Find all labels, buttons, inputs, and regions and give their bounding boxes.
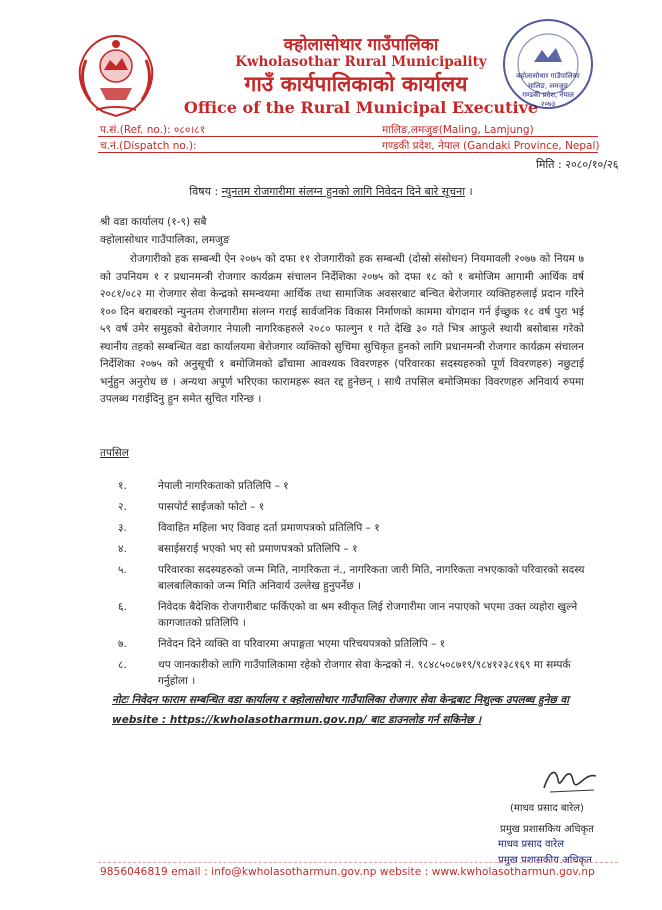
item-number: २. <box>118 501 127 513</box>
tapsil-heading: तपसिल <box>100 447 129 459</box>
letter-date: मिति : २०८०/१०/२६ <box>536 158 619 171</box>
item-text: निवेदन दिने व्यक्ति वा परिवारमा अपाङ्गता भएमा परिचयपत्रको प्रतिलिपि – १ <box>158 638 446 650</box>
signature-icon <box>540 762 600 798</box>
signatory-title: प्रमुख प्रशासकिय अधिकृत <box>500 824 594 835</box>
stamp-line-3: गण्डकी प्रदेश, नेपाल <box>522 91 574 99</box>
document-list <box>100 478 590 694</box>
item-number: ६. <box>118 601 127 613</box>
item-number: १. <box>118 480 127 492</box>
list-item <box>100 478 590 494</box>
item-text: पासपोर्ट साईजको फोटो – १ <box>158 501 265 513</box>
dispatch-number: च.नं.(Dispatch no.): <box>100 140 197 152</box>
subject-line <box>0 184 662 199</box>
municipality-name-en: Kwholasothar Rural Municipality <box>235 54 487 70</box>
footer-divider <box>98 862 618 863</box>
list-item <box>100 636 590 652</box>
body-paragraph: रोजगारीको हक सम्बन्धी ऐन २०७५ को दफा ११ रोजगारीको हक सम्बन्धी (दोस्रो संसोधन) नियमावली २०७७ को नियम ७ को उपनियम १ र प्रधानमन्त्री रोजगार कार्यक्रम संचालन निर्देशिका २०७५ को दफा १८ को १ बमोजिम आगामी आर्थिक वर्ष २०८१/०८२ मा रोजगार सेवा केन्द्रको समन्वयमा आर्थिक तथा सामाजिक अवसरबाट बन्चित बेरोजगार व्यक्तिहरुलाई प्रदान गरिने १०० दिन बराबरको न्युनतम रोजगारीमा संलग्न गराई सार्वजनिक विकास निर्माणको काममा योगदान गर्न ईच्छुक १८ वर्ष पुरा भई ५९ वर्ष उमेर समुहको बेरोजगार नेपाली नागरिकहरुले २०८० फाल्गुन १ गते देखि ३० गते भित्र आफुले स्थायी बसोबास गरेको स्थानीय तहको सम्बन्धित वडा कार्यालयमा बेरोजगार व्यक्तिको सुचिमा सुचिकृत हुनको लागि प्रधानमन्त्री रोजगार कार्यक्रम संचालन निर्देशिका २०७५ को अनुसूची १ बमोजिमको ढाँचामा आवश्यक विवरणहरु (परिवारका सदस्यहरुको पूर्ण विवरणहरु) नछुटाई भर्नुहुन अनुरोध छ । अन्यथा अपूर्ण भरिएका फारामहरू स्वत रद्द हुनेछन् । साथै तपसिल बमोजिमका विवरणहरु अनिवार्य रुपमा उपलब्ध गराईदिनु हुन समेत सुचित गरिन्छ । <box>100 253 584 405</box>
item-text: विवाहित महिला भए विवाह दर्ता प्रमाणपत्रको प्रतिलिपि – १ <box>158 522 380 534</box>
stamp-line-2: मालिङ, लमजुङ <box>527 82 569 90</box>
address-line-2: गण्डकी प्रदेश, नेपाल (Gandaki Province, Nepal) <box>382 140 600 152</box>
list-item <box>100 499 590 515</box>
footer-contact: 9856046819 email : info@kwholasotharmun.gov.np website : www.kwholasotharmun.gov.np <box>100 866 595 878</box>
item-text: नेपाली नागरिकताको प्रतिलिपि – १ <box>158 480 289 492</box>
list-item <box>100 562 590 594</box>
ref-number: प.सं.(Ref. no.): ०८०।८१ <box>100 124 206 136</box>
item-text: थप जानकारीको लागि गाउँपालिकामा रहेको रोजगार सेवा केन्द्रको नं. ९८४८५०८७१९/९८४१२३८१६९ मा सम्पर्क गर्नुहोला । <box>158 659 571 687</box>
recipient-line-2: क्होलासोथार गाउँपालिका, लमजुङ <box>100 234 230 246</box>
list-item <box>100 599 590 631</box>
seal-name: माधव प्रसाद वारेल <box>498 839 565 850</box>
list-item <box>100 541 590 557</box>
subject-end: । <box>468 185 473 198</box>
recipient-line-1: श्री वडा कार्यालय (१-९) सबै <box>100 216 207 228</box>
subject-text: न्युनतम रोजगारीमा संलग्न हुनको लागि निवेदन दिने बारे सूचना <box>221 185 466 198</box>
note-text: नोटः निवेदन फाराम सम्बन्धित वडा कार्यालय र क्होलासोथार गाउँपालिका रोजगार सेवा केन्द्रबाट निशुल्क उपलब्ध हुनेछ वा website : https://kwholasotharmun.gov.np/ बाट डाउनलोड गर्न सकिनेछ । <box>112 694 569 726</box>
header-divider <box>98 152 598 153</box>
stamp-line-1: क्होलासोथार गाउँपालिका <box>516 72 580 80</box>
item-text: परिवारका सदस्यहरुको जन्म मिति, नागरिकता नं., नागरिकता जारी मिति, नागरिकता नभएकाको परिवारको सदस्य बालबालिकाको जन्म मिति अनिवार्य उल्लेख हुनुपर्नेछ । <box>158 564 585 592</box>
header-divider <box>98 136 598 137</box>
stamp-line-4: २०७३ <box>540 100 556 108</box>
office-stamp-icon <box>500 16 596 112</box>
item-text: निवेदक बैदेशिक रोजगारीबाट फर्किएको वा श्रम स्वीकृत लिई रोजगारीमा जान नपाएको भएमा उक्त व्यहोरा खुल्ने कागजातको प्रतिलिपि । <box>158 601 578 629</box>
municipality-name-np: क्होलासोथार गाउँपालिका <box>283 35 439 55</box>
address-line-1: मालिङ,लमजुङ(Maling, Lamjung) <box>382 124 534 136</box>
signatory-name: (माधव प्रसाद बारेल) <box>510 803 584 814</box>
list-item <box>100 657 590 689</box>
office-name-en: Office of the Rural Municipal Executive <box>183 98 539 117</box>
list-item <box>100 520 590 536</box>
seal-title: प्रमुख प्रशासकीय अधिकृत <box>498 855 592 866</box>
item-number: ५. <box>118 564 127 576</box>
subject-label: विषय : <box>189 185 219 198</box>
item-number: ३. <box>118 522 127 534</box>
item-text: बसाईसराई भएको भए सो प्रमाणपत्रको प्रतिलिपि – १ <box>158 543 358 555</box>
office-name-np: गाउँ कार्यपालिकाको कार्यालय <box>244 72 468 96</box>
item-number: ८. <box>118 659 127 671</box>
item-number: ७. <box>118 638 127 650</box>
item-number: ४. <box>118 543 127 555</box>
